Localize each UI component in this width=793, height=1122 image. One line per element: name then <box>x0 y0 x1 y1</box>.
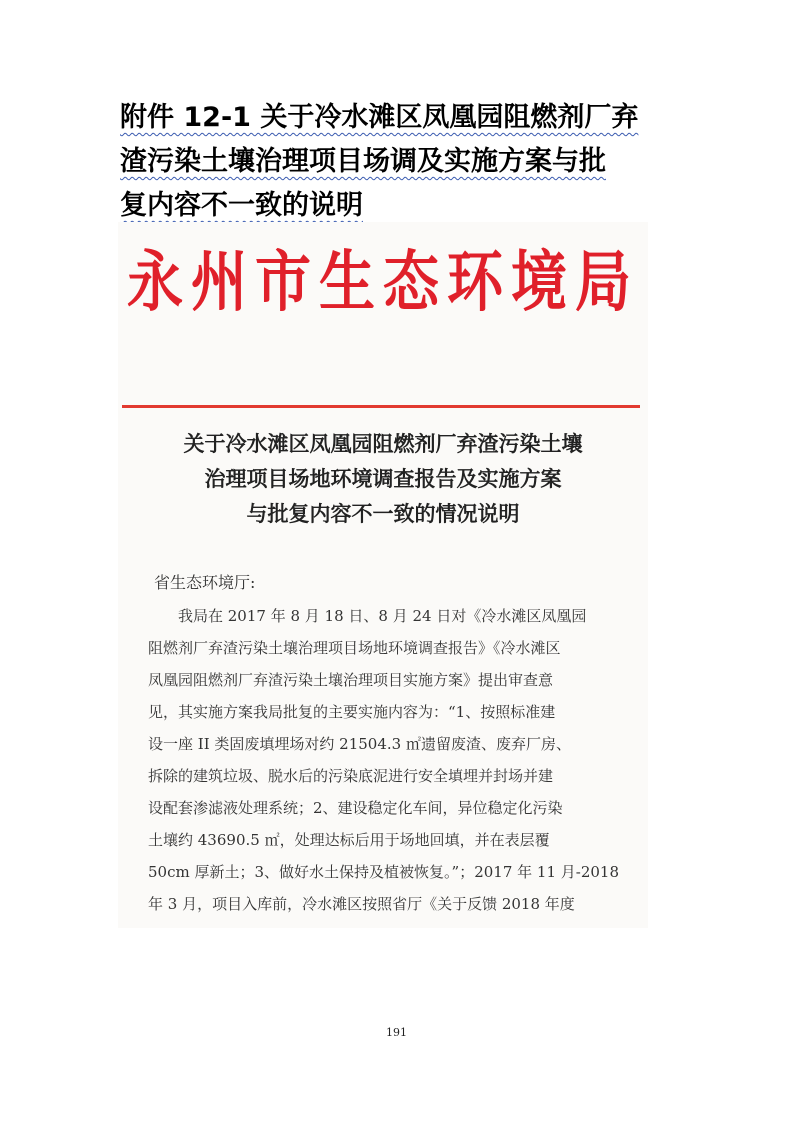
letter-title-line-1: 关于冷水滩区凤凰园阻燃剂厂弃渣污染土壤 <box>183 431 583 456</box>
body-line: 拆除的建筑垃圾、脱水后的污染底泥进行安全填埋并封场并建 <box>148 767 554 785</box>
body-line: 设配套渗滤液处理系统；2、建设稳定化车间，异位稳定化污染 <box>148 799 563 817</box>
body-line: 50cm 厚新土；3、做好水土保持及植被恢复。”；2017 年 11 月-2018 <box>148 863 620 881</box>
letterhead-red-rule <box>122 405 640 408</box>
letter-title <box>118 426 648 531</box>
attachment-heading <box>120 96 700 228</box>
body-line: 年 3 月，项目入库前，冷水滩区按照省厅《关于反馈 2018 年度 <box>148 895 575 913</box>
letterhead: 永州市生态环境局 <box>127 242 639 321</box>
salutation: 省生态环境厅: <box>154 573 256 592</box>
letter-title-line-3: 与批复内容不一致的情况说明 <box>246 501 520 526</box>
heading-line-1: 附件 12-1 关于冷水滩区凤凰园阻燃剂厂弃 <box>120 102 639 133</box>
letter-body <box>148 600 640 920</box>
page-number: 191 <box>386 1026 407 1039</box>
body-line: 我局在 2017 年 8 月 18 日、8 月 24 日对《冷水滩区凤凰园 <box>148 607 587 625</box>
letter-title-line-2: 治理项目场地环境调查报告及实施方案 <box>204 466 562 491</box>
heading-line-2: 渣污染土壤治理项目场调及实施方案与批 <box>120 146 606 177</box>
body-line: 凤凰园阻燃剂厂弃渣污染土壤治理项目实施方案》提出审查意 <box>148 671 554 689</box>
heading-line-3: 复内容不一致的说明 <box>120 190 363 221</box>
body-line: 设一座 II 类固废填埋场对约 21504.3 ㎡遗留废渣、废弃厂房、 <box>148 735 571 753</box>
body-line: 见，其实施方案我局批复的主要实施内容为：“1、按照标准建 <box>148 703 556 721</box>
scanned-letter-image <box>118 222 648 928</box>
body-line: 土壤约 43690.5 ㎡，处理达标后用于场地回填，并在表层覆 <box>148 831 550 849</box>
body-line: 阻燃剂厂弃渣污染土壤治理项目场地环境调查报告》《冷水滩区 <box>148 639 561 657</box>
